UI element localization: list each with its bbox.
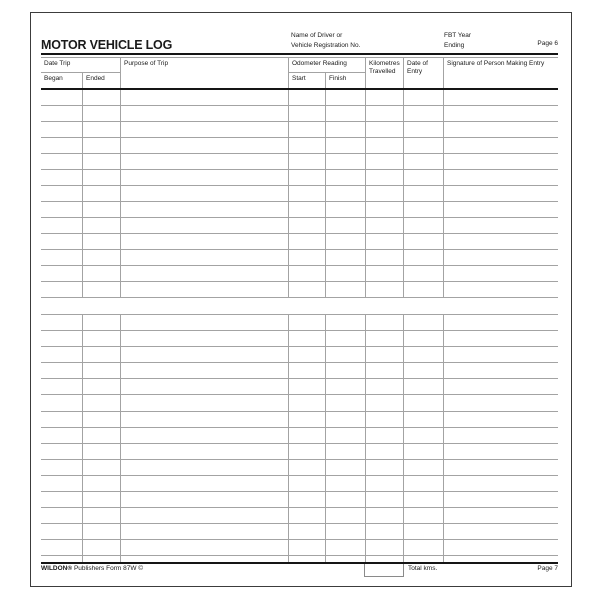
log-cell bbox=[404, 395, 444, 410]
log-cell bbox=[404, 444, 444, 459]
log-cell bbox=[121, 460, 289, 475]
log-cell bbox=[366, 218, 404, 233]
log-row bbox=[41, 428, 558, 444]
log-cell bbox=[404, 266, 444, 281]
log-row bbox=[41, 508, 558, 524]
log-cell bbox=[289, 266, 326, 281]
log-cell bbox=[444, 412, 558, 427]
log-cell bbox=[83, 331, 121, 346]
column-header-start: Start bbox=[289, 73, 326, 90]
log-cell bbox=[326, 460, 366, 475]
log-row bbox=[41, 540, 558, 556]
log-row bbox=[41, 218, 558, 234]
log-cell bbox=[326, 282, 366, 297]
log-cell bbox=[83, 282, 121, 297]
log-book-page bbox=[30, 12, 572, 587]
log-row bbox=[41, 250, 558, 266]
log-cell bbox=[289, 170, 326, 185]
total-kms-box bbox=[364, 562, 404, 577]
log-cell bbox=[444, 476, 558, 491]
publisher-credit: WILDON® Publishers Form 87W © bbox=[41, 565, 144, 572]
log-cell bbox=[326, 106, 366, 121]
log-cell bbox=[444, 363, 558, 378]
column-header-kilometres: Kilometres Travelled bbox=[366, 58, 404, 90]
log-cell bbox=[404, 363, 444, 378]
log-cell bbox=[326, 379, 366, 394]
log-cell bbox=[366, 476, 404, 491]
column-header-date-trip: Date Trip bbox=[41, 58, 120, 73]
log-cell bbox=[444, 154, 558, 169]
log-cell bbox=[404, 234, 444, 249]
log-cell bbox=[121, 347, 289, 362]
log-cell bbox=[41, 282, 83, 297]
log-cell bbox=[41, 347, 83, 362]
log-cell bbox=[289, 282, 326, 297]
log-cell bbox=[289, 476, 326, 491]
log-cell bbox=[41, 444, 83, 459]
log-cell bbox=[366, 444, 404, 459]
log-cell bbox=[366, 395, 404, 410]
log-cell bbox=[83, 170, 121, 185]
log-cell bbox=[366, 363, 404, 378]
log-cell bbox=[366, 122, 404, 137]
log-cell bbox=[121, 186, 289, 201]
log-cell bbox=[326, 347, 366, 362]
log-cell bbox=[366, 106, 404, 121]
log-cell bbox=[404, 154, 444, 169]
log-cell bbox=[366, 154, 404, 169]
log-cell bbox=[121, 122, 289, 137]
log-cell bbox=[326, 363, 366, 378]
log-cell bbox=[366, 331, 404, 346]
log-cell bbox=[83, 444, 121, 459]
log-row bbox=[41, 266, 558, 282]
log-cell bbox=[326, 524, 366, 539]
title-rule bbox=[41, 53, 558, 55]
log-cell bbox=[289, 444, 326, 459]
log-cell bbox=[121, 106, 289, 121]
column-group-odometer bbox=[289, 58, 366, 90]
log-cell bbox=[444, 460, 558, 475]
log-cell bbox=[444, 524, 558, 539]
log-cell bbox=[404, 250, 444, 265]
log-cell bbox=[366, 282, 404, 297]
log-cell bbox=[289, 202, 326, 217]
log-cell bbox=[404, 331, 444, 346]
log-cell bbox=[444, 428, 558, 443]
log-cell bbox=[444, 444, 558, 459]
log-cell bbox=[41, 476, 83, 491]
log-cell bbox=[404, 315, 444, 330]
log-cell bbox=[444, 234, 558, 249]
log-cell bbox=[289, 106, 326, 121]
log-cell bbox=[366, 524, 404, 539]
log-cell bbox=[404, 540, 444, 555]
column-header-finish: Finish bbox=[329, 75, 347, 82]
log-cell bbox=[404, 524, 444, 539]
log-cell bbox=[83, 347, 121, 362]
log-cell bbox=[41, 524, 83, 539]
log-cell bbox=[83, 106, 121, 121]
log-cell bbox=[326, 395, 366, 410]
log-cell bbox=[83, 379, 121, 394]
log-cell bbox=[404, 492, 444, 507]
log-cell bbox=[289, 412, 326, 427]
log-cell bbox=[444, 106, 558, 121]
log-cell bbox=[404, 186, 444, 201]
log-cell bbox=[366, 379, 404, 394]
log-cell bbox=[289, 186, 326, 201]
log-cell bbox=[326, 508, 366, 523]
log-cell bbox=[404, 412, 444, 427]
log-grid-page6 bbox=[41, 90, 558, 298]
log-cell bbox=[326, 154, 366, 169]
log-cell bbox=[289, 508, 326, 523]
log-cell bbox=[41, 331, 83, 346]
driver-label-line1: Name of Driver or bbox=[291, 32, 343, 39]
log-cell bbox=[41, 250, 83, 265]
log-cell bbox=[366, 250, 404, 265]
log-cell bbox=[289, 234, 326, 249]
log-row bbox=[41, 234, 558, 250]
log-cell bbox=[444, 250, 558, 265]
log-row bbox=[41, 395, 558, 411]
log-cell bbox=[444, 282, 558, 297]
column-header-began: Began bbox=[41, 73, 83, 90]
log-cell bbox=[404, 379, 444, 394]
table-header-row bbox=[41, 57, 558, 90]
log-cell bbox=[366, 202, 404, 217]
log-cell bbox=[366, 234, 404, 249]
footer-rule bbox=[41, 562, 558, 564]
log-cell bbox=[121, 90, 289, 105]
log-cell bbox=[444, 170, 558, 185]
column-header-purpose: Purpose of Trip bbox=[121, 58, 289, 90]
log-cell bbox=[289, 154, 326, 169]
log-row bbox=[41, 170, 558, 186]
log-cell bbox=[289, 250, 326, 265]
log-row bbox=[41, 90, 558, 106]
log-cell bbox=[404, 106, 444, 121]
log-cell bbox=[41, 412, 83, 427]
log-cell bbox=[83, 363, 121, 378]
log-cell bbox=[444, 186, 558, 201]
log-cell bbox=[41, 186, 83, 201]
log-cell bbox=[289, 315, 326, 330]
log-cell bbox=[41, 154, 83, 169]
log-grid-page7 bbox=[41, 314, 558, 563]
log-cell bbox=[366, 170, 404, 185]
log-cell bbox=[121, 331, 289, 346]
log-cell bbox=[404, 282, 444, 297]
log-row bbox=[41, 476, 558, 492]
log-cell bbox=[366, 460, 404, 475]
log-cell bbox=[444, 508, 558, 523]
log-cell bbox=[444, 540, 558, 555]
log-cell bbox=[121, 476, 289, 491]
log-row bbox=[41, 138, 558, 154]
fbt-label-line2: Ending bbox=[444, 41, 465, 49]
log-cell bbox=[83, 90, 121, 105]
log-row bbox=[41, 106, 558, 122]
fbt-label-line1: FBT Year bbox=[444, 32, 471, 39]
log-cell bbox=[83, 476, 121, 491]
log-cell bbox=[83, 524, 121, 539]
log-cell bbox=[121, 412, 289, 427]
log-cell bbox=[444, 492, 558, 507]
page-title: MOTOR VEHICLE LOG bbox=[41, 38, 173, 52]
log-cell bbox=[83, 508, 121, 523]
column-header-ended: Ended bbox=[86, 75, 105, 82]
log-cell bbox=[366, 540, 404, 555]
log-row bbox=[41, 122, 558, 138]
log-cell bbox=[326, 492, 366, 507]
log-cell bbox=[83, 122, 121, 137]
log-cell bbox=[121, 266, 289, 281]
log-row bbox=[41, 186, 558, 202]
log-cell bbox=[121, 524, 289, 539]
log-cell bbox=[41, 122, 83, 137]
page-number-top: Page 6 bbox=[537, 40, 558, 47]
log-cell bbox=[289, 524, 326, 539]
log-cell bbox=[366, 186, 404, 201]
log-cell bbox=[41, 315, 83, 330]
log-cell bbox=[326, 428, 366, 443]
column-header-date-of-entry: Date of Entry bbox=[404, 58, 444, 90]
log-cell bbox=[326, 250, 366, 265]
log-row bbox=[41, 363, 558, 379]
log-row bbox=[41, 524, 558, 540]
log-cell bbox=[444, 122, 558, 137]
log-cell bbox=[41, 492, 83, 507]
log-cell bbox=[83, 315, 121, 330]
log-cell bbox=[121, 444, 289, 459]
log-row bbox=[41, 492, 558, 508]
log-row bbox=[41, 347, 558, 363]
log-cell bbox=[404, 90, 444, 105]
log-cell bbox=[444, 347, 558, 362]
log-cell bbox=[83, 154, 121, 169]
log-cell bbox=[326, 331, 366, 346]
log-cell bbox=[289, 138, 326, 153]
log-cell bbox=[326, 186, 366, 201]
log-cell bbox=[289, 363, 326, 378]
log-cell bbox=[121, 138, 289, 153]
log-cell bbox=[83, 186, 121, 201]
column-header-signature: Signature of Person Making Entry bbox=[447, 60, 545, 67]
log-cell bbox=[83, 428, 121, 443]
log-cell bbox=[41, 428, 83, 443]
log-cell bbox=[289, 540, 326, 555]
log-cell bbox=[289, 218, 326, 233]
log-cell bbox=[326, 218, 366, 233]
log-row bbox=[41, 379, 558, 395]
log-cell bbox=[289, 90, 326, 105]
log-cell bbox=[326, 202, 366, 217]
log-cell bbox=[444, 379, 558, 394]
log-cell bbox=[41, 508, 83, 523]
log-cell bbox=[41, 218, 83, 233]
log-cell bbox=[83, 250, 121, 265]
log-cell bbox=[83, 266, 121, 281]
log-cell bbox=[41, 138, 83, 153]
log-cell bbox=[41, 379, 83, 394]
log-cell bbox=[41, 170, 83, 185]
log-cell bbox=[289, 492, 326, 507]
log-cell bbox=[366, 412, 404, 427]
log-cell bbox=[289, 460, 326, 475]
log-cell bbox=[83, 202, 121, 217]
log-cell bbox=[41, 90, 83, 105]
log-cell bbox=[404, 347, 444, 362]
log-row bbox=[41, 412, 558, 428]
log-cell bbox=[404, 476, 444, 491]
log-cell bbox=[121, 234, 289, 249]
log-cell bbox=[83, 540, 121, 555]
log-cell bbox=[326, 540, 366, 555]
log-cell bbox=[404, 170, 444, 185]
log-cell bbox=[41, 234, 83, 249]
log-cell bbox=[121, 170, 289, 185]
log-cell bbox=[404, 202, 444, 217]
log-cell bbox=[289, 379, 326, 394]
log-cell bbox=[366, 428, 404, 443]
log-cell bbox=[326, 170, 366, 185]
log-cell bbox=[366, 315, 404, 330]
log-cell bbox=[83, 234, 121, 249]
log-cell bbox=[121, 315, 289, 330]
log-cell bbox=[444, 202, 558, 217]
log-cell bbox=[289, 347, 326, 362]
log-cell bbox=[121, 154, 289, 169]
column-header-odometer: Odometer Reading bbox=[289, 58, 365, 73]
log-row bbox=[41, 202, 558, 218]
log-cell bbox=[289, 428, 326, 443]
publisher-name: WILDON® bbox=[41, 565, 73, 572]
log-cell bbox=[289, 395, 326, 410]
log-cell bbox=[121, 428, 289, 443]
log-cell bbox=[121, 379, 289, 394]
log-cell bbox=[41, 106, 83, 121]
log-cell bbox=[121, 508, 289, 523]
log-cell bbox=[326, 138, 366, 153]
log-cell bbox=[444, 395, 558, 410]
log-cell bbox=[41, 460, 83, 475]
log-cell bbox=[404, 428, 444, 443]
log-row bbox=[41, 444, 558, 460]
log-cell bbox=[121, 282, 289, 297]
log-cell bbox=[326, 90, 366, 105]
log-cell bbox=[326, 122, 366, 137]
log-cell bbox=[444, 315, 558, 330]
log-cell bbox=[326, 234, 366, 249]
log-cell bbox=[289, 331, 326, 346]
log-cell bbox=[83, 138, 121, 153]
log-cell bbox=[326, 315, 366, 330]
log-row bbox=[41, 154, 558, 170]
driver-name-label bbox=[291, 31, 360, 50]
log-cell bbox=[121, 540, 289, 555]
log-cell bbox=[366, 492, 404, 507]
log-cell bbox=[404, 460, 444, 475]
log-cell bbox=[83, 412, 121, 427]
log-cell bbox=[83, 218, 121, 233]
log-cell bbox=[121, 250, 289, 265]
log-cell bbox=[121, 395, 289, 410]
log-cell bbox=[326, 476, 366, 491]
log-cell bbox=[366, 508, 404, 523]
log-cell bbox=[83, 395, 121, 410]
log-cell bbox=[366, 266, 404, 281]
total-kms-label: Total kms. bbox=[408, 565, 438, 572]
log-cell bbox=[326, 412, 366, 427]
log-cell bbox=[444, 331, 558, 346]
log-cell bbox=[41, 540, 83, 555]
log-cell bbox=[41, 395, 83, 410]
fbt-year-label bbox=[444, 31, 471, 50]
log-cell bbox=[41, 202, 83, 217]
log-cell bbox=[444, 266, 558, 281]
column-group-date-trip bbox=[41, 58, 121, 90]
log-cell bbox=[121, 492, 289, 507]
log-cell bbox=[404, 138, 444, 153]
log-cell bbox=[326, 444, 366, 459]
log-cell bbox=[444, 218, 558, 233]
log-cell bbox=[41, 266, 83, 281]
log-cell bbox=[83, 492, 121, 507]
log-row bbox=[41, 282, 558, 298]
log-cell bbox=[366, 138, 404, 153]
page-content bbox=[41, 13, 558, 588]
log-cell bbox=[326, 266, 366, 281]
log-cell bbox=[121, 363, 289, 378]
log-cell bbox=[121, 218, 289, 233]
driver-label-line2: Vehicle Registration No. bbox=[291, 41, 361, 49]
log-cell bbox=[366, 90, 404, 105]
log-cell bbox=[41, 363, 83, 378]
page-number-bottom: Page 7 bbox=[537, 565, 558, 572]
log-cell bbox=[444, 90, 558, 105]
log-cell bbox=[366, 347, 404, 362]
log-cell bbox=[404, 122, 444, 137]
log-row bbox=[41, 331, 558, 347]
log-cell bbox=[289, 122, 326, 137]
log-cell bbox=[404, 508, 444, 523]
log-cell bbox=[121, 202, 289, 217]
log-row bbox=[41, 460, 558, 476]
log-cell bbox=[444, 138, 558, 153]
log-cell bbox=[83, 460, 121, 475]
log-row bbox=[41, 315, 558, 331]
log-cell bbox=[404, 218, 444, 233]
